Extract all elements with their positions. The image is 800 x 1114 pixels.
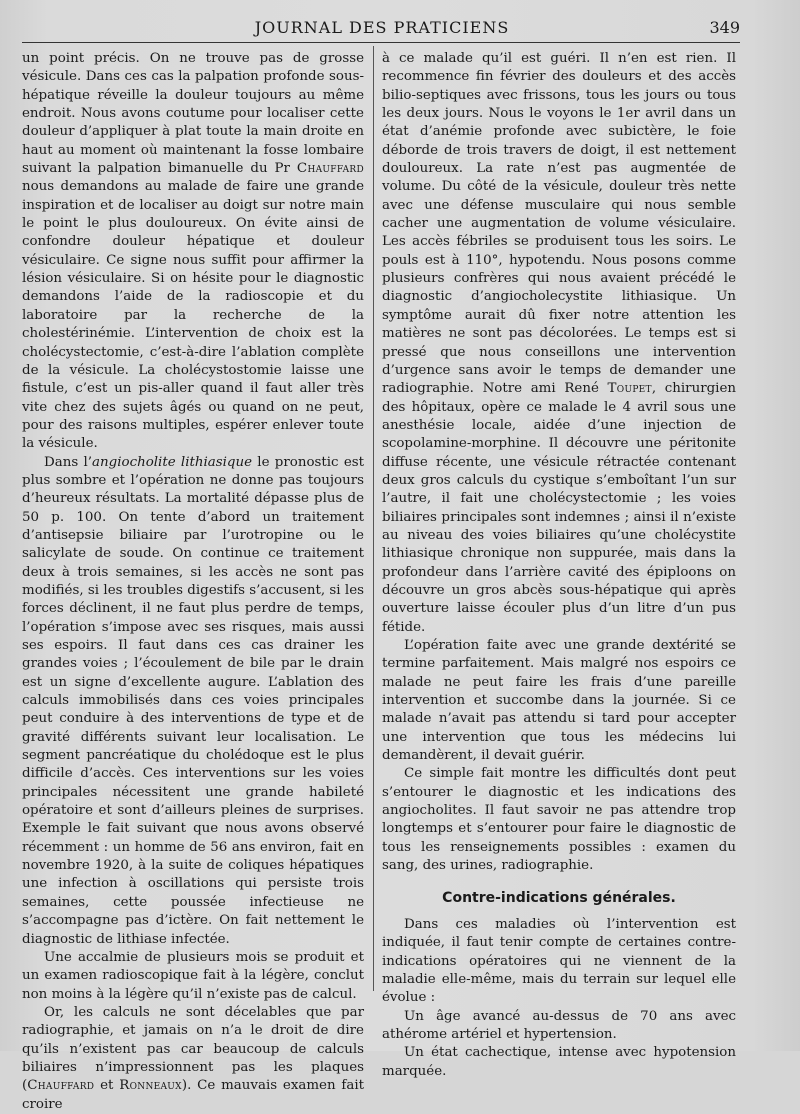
running-header xyxy=(24,14,740,40)
right-column xyxy=(382,50,736,1081)
paragraph: Ce simple fait montre les difficultés dont peut s’entourer le diagnostic et les indications des angiocholites. Il faut savoir ne pas attendre trop longtemps et s’entourer pour faire le diagnostic de tous les renseignements possibles : examen du sang, des urines, radiographie. xyxy=(382,766,736,874)
text-run: à ce malade qu’il est guéri. Il n’en est rien. Il recommence fin février des douleurs et des accès bilio-septiques avec frissons, tous les jours ou tous les deux jours. Nous le voyons le 1er avril dans un état d’anémie profonde avec subictère, le foie déborde de trois travers de doigt, il est nettement douloureux. La rate n’est pas augmentée de volume. Du côté de la vésicule, douleur très nette avec une défense musculaire qui nous semble cacher une augmentation de volume vésiculaire. Les accès fébriles se produisent tous les soirs. Le pouls est à 110°, hypotendu. Nous posons comme plusieurs confrères qui nous avaient précédé le diagnostic d’angiocholecystite lithiasique. Un symptôme aurait dû fixer notre attention les matières ne sont pas décolorées. Le temps est si pressé que nous conseillons une intervention d’urgence sans avoir le temps de demander une radiographie. Notre ami René xyxy=(382,51,736,397)
text-run: Dans l’ xyxy=(44,454,93,470)
paragraph: Un état cachectique, intense avec hypotension marquée. xyxy=(382,1045,736,1079)
paragraph: Dans ces maladies où l’intervention est indiquée, il faut tenir compte de certaines contre-indications opératoires qui ne viennent de la maladie elle-même, mais du terrain sur lequel elle évolue : xyxy=(382,916,736,1006)
author-name: Chauffard xyxy=(27,1078,95,1094)
author-name: Chauffard xyxy=(296,161,364,177)
paragraph xyxy=(382,50,736,637)
paragraph: L’opération faite avec une grande dextérité se termine parfaitement. Mais malgré nos espoirs ce malade ne peut faire les frais d’une pareille intervention et succombe dans la journée. Si ce malade n’avait pas attendu si tard pour accepter une intervention que tous les médecins lui demandèrent, il devait guérir. xyxy=(382,638,736,764)
italic-term: angiocholite lithiasique xyxy=(92,454,253,470)
text-run: et xyxy=(94,1078,120,1094)
author-name: Toupet xyxy=(607,381,652,397)
text-run: ). Ce mauvais examen fait croire xyxy=(22,1078,364,1112)
column-divider xyxy=(373,46,374,991)
page-number: 349 xyxy=(709,18,740,37)
paragraph: Un âge avancé au-dessus de 70 ans avec athérome artériel et hypertension. xyxy=(382,1008,736,1042)
text-run: le pronostic est plus sombre et l’opération ne donne pas toujours d’heureux résultats. La mortalité dépasse plus de 50 p. 100. On tente d’abord un traitement d’antisepsie biliaire par l’urotropine ou le salicylate de soude. On continue ce traitement deux à trois semaines, si les accès ne sont pas modifiés, si les troubles digestifs s’accusent, si les forces déclinent, il ne faut plus perdre de temps, l’opération s’impose avec ses risques, mais aussi ses espoirs. Il faut dans ces cas drainer les grandes voies ; l’écoulement de bile par le drain est un signe d’excellente augure. L’ablation des calculs immobilisés dans ces voies principales peut conduire à des interventions de type et de gravité différents suivant leur localisation. Le segment pancréatique du cholédoque est le plus difficile d’accès. Ces interventions sur les voies principales nécessitent une grande habileté opératoire et sont d’ailleurs pleines de surprises. Exemple le fait suivant que nous avons observé récemment : un homme de 56 ans environ, fait en novembre 1920, à la suite de coliques hépatiques une infection à oscillations qui persiste trois semaines, cette poussée infectieuse ne s’accompagne pas d’ictère. On fait nettement le diagnostic de lithiase infectée. xyxy=(22,454,365,947)
author-name: Ronneaux xyxy=(119,1078,182,1094)
paragraph xyxy=(22,1004,364,1114)
header-rule xyxy=(22,42,740,43)
left-column xyxy=(22,50,364,1114)
paragraph: Une accalmie de plusieurs mois se produit et un examen radioscopique fait à la légère, conclut non moins à la légère qu’il n’existe pas de calcul. xyxy=(22,949,364,1002)
paragraph xyxy=(22,454,364,949)
text-run: , chirurgien des hôpitaux, opère ce malade le 4 avril sous une anesthésie locale, aidée d’une injection de scopolamine-morphine. Il découvre une péritonite diffuse récente, une vésicule rétractée contenant deux gros calculs du cystique s’emboîtant l’un sur l’autre, il fait une cholécystectomie ; les voies biliaires principales sont indemnes ; ainsi il n’existe au niveau des voies biliaires qu’une cholécystite lithiasique chronique non suppurée, mais dans la profondeur dans l’arrière cavité des épiploons on découvre un gros abcès sous-hépatique qui après ouverture laisse écouler plus d’un litre d’un pus fétide. xyxy=(382,381,737,635)
paragraph xyxy=(22,50,364,454)
text-run: nous demandons au malade de faire une grande inspiration et de localiser au doigt sur notre main le point le plus douloureux. On évite ainsi de confondre douleur hépatique et douleur vésiculaire. Ce signe nous suffit pour affirmer la lésion vésiculaire. Si on hésite pour le diagnostic demandons l’aide de la radioscopie et du laboratoire par la recherche de la cholestérinémie. L’intervention de choix est la cholécystectomie, c’est-à-dire l’ablation complète de la vésicule. La cholécystostomie laisse une fistule, c’est un pis-aller quand il faut aller très vite chez des sujets âgés ou quand on ne peut, pour des raisons multiples, espérer enlever toute la vésicule. xyxy=(22,179,364,452)
section-heading: Contre-indications générales. xyxy=(442,890,676,907)
text-run: Or, les calculs ne sont décelables que par radiographie, et jamais on n’a le droit de dire qu’ils n’existent pas car beaucoup de calculs biliaires n’impressionnent pas les plaques ( xyxy=(22,1004,364,1094)
text-run: un point précis. On ne trouve pas de grosse vésicule. Dans ces cas la palpation profonde sous-hépatique réveille la douleur toujours au même endroit. Nous avons coutume pour localiser cette douleur d’appliquer à plat toute la main droite en haut au moment où maintenant la fosse lombaire suivant la palpation bimanuelle du Pr xyxy=(22,51,364,177)
journal-title: JOURNAL DES PRATICIENS xyxy=(254,18,510,37)
